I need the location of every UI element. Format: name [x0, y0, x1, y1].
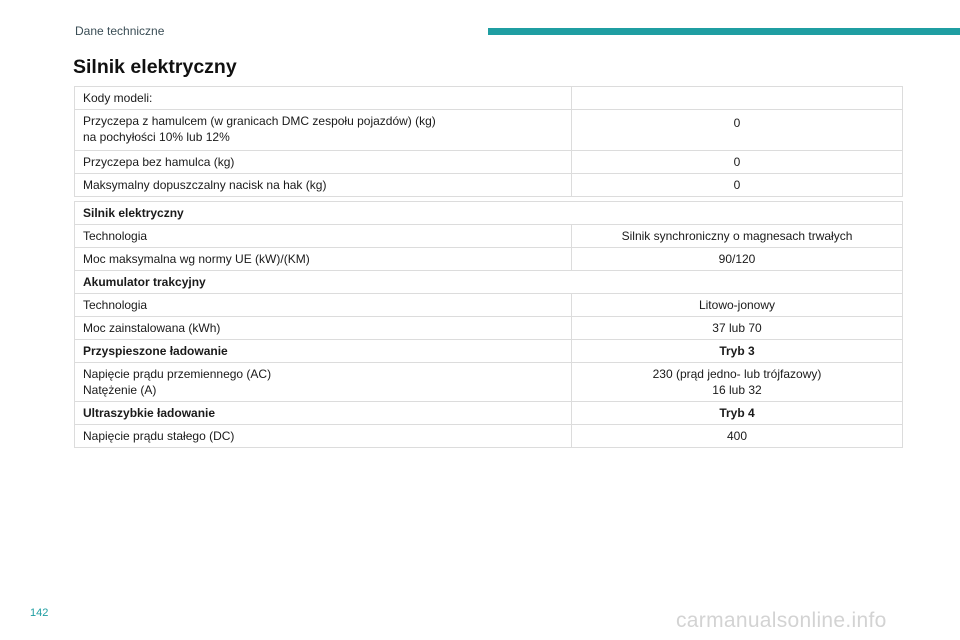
row-value: Tryb 3 [572, 340, 903, 363]
row-label: Przyspieszone ładowanie [75, 340, 572, 363]
row-value [572, 87, 903, 110]
row-value: Litowo-jonowy [572, 294, 903, 317]
table-row [75, 151, 903, 174]
table-row [75, 174, 903, 197]
table-row [75, 317, 903, 340]
row-value: 90/120 [572, 248, 903, 271]
section-header-label: Akumulator trakcyjny [75, 271, 903, 294]
row-label: Kody modeli: [75, 87, 572, 110]
section-header-label: Silnik elektryczny [75, 202, 903, 225]
row-label: Technologia [75, 294, 572, 317]
table-row [75, 225, 903, 248]
table-section-header [75, 202, 903, 225]
row-label: Technologia [75, 225, 572, 248]
row-value: 0 [572, 151, 903, 174]
row-value: 0 [572, 110, 903, 151]
row-value: 230 (prąd jedno- lub trójfazowy) 16 lub 32 [572, 363, 903, 402]
page-title: Silnik elektryczny [73, 56, 237, 78]
table-section-header [75, 271, 903, 294]
section-label: Dane techniczne [75, 24, 165, 38]
row-label: Moc maksymalna wg normy UE (kW)/(KM) [75, 248, 572, 271]
page-number: 142 [30, 607, 49, 619]
row-label: Przyczepa z hamulcem (w granicach DMC zespołu pojazdów) (kg) na pochyłości 10% lub 12% [75, 110, 572, 151]
row-label: Ultraszybkie ładowanie [75, 402, 572, 425]
towing-specs-table [74, 86, 903, 197]
row-value: 400 [572, 425, 903, 448]
row-label: Maksymalny dopuszczalny nacisk na hak (kg) [75, 174, 572, 197]
table-row [75, 87, 903, 110]
row-label: Przyczepa bez hamulca (kg) [75, 151, 572, 174]
row-value: 37 lub 70 [572, 317, 903, 340]
table-row [75, 363, 903, 402]
table-section-header [75, 402, 903, 425]
row-value: Tryb 4 [572, 402, 903, 425]
table-row [75, 110, 903, 151]
watermark: carmanualsonline.info [676, 609, 887, 632]
row-label: Napięcie prądu przemiennego (AC) Natężenie (A) [75, 363, 572, 402]
table-section-header [75, 340, 903, 363]
row-value: Silnik synchroniczny o magnesach trwałych [572, 225, 903, 248]
table-row [75, 425, 903, 448]
electric-motor-specs-table [74, 201, 903, 448]
table-row [75, 294, 903, 317]
row-label: Moc zainstalowana (kWh) [75, 317, 572, 340]
row-label: Napięcie prądu stałego (DC) [75, 425, 572, 448]
section-accent-bar [488, 28, 960, 35]
row-value: 0 [572, 174, 903, 197]
table-row [75, 248, 903, 271]
